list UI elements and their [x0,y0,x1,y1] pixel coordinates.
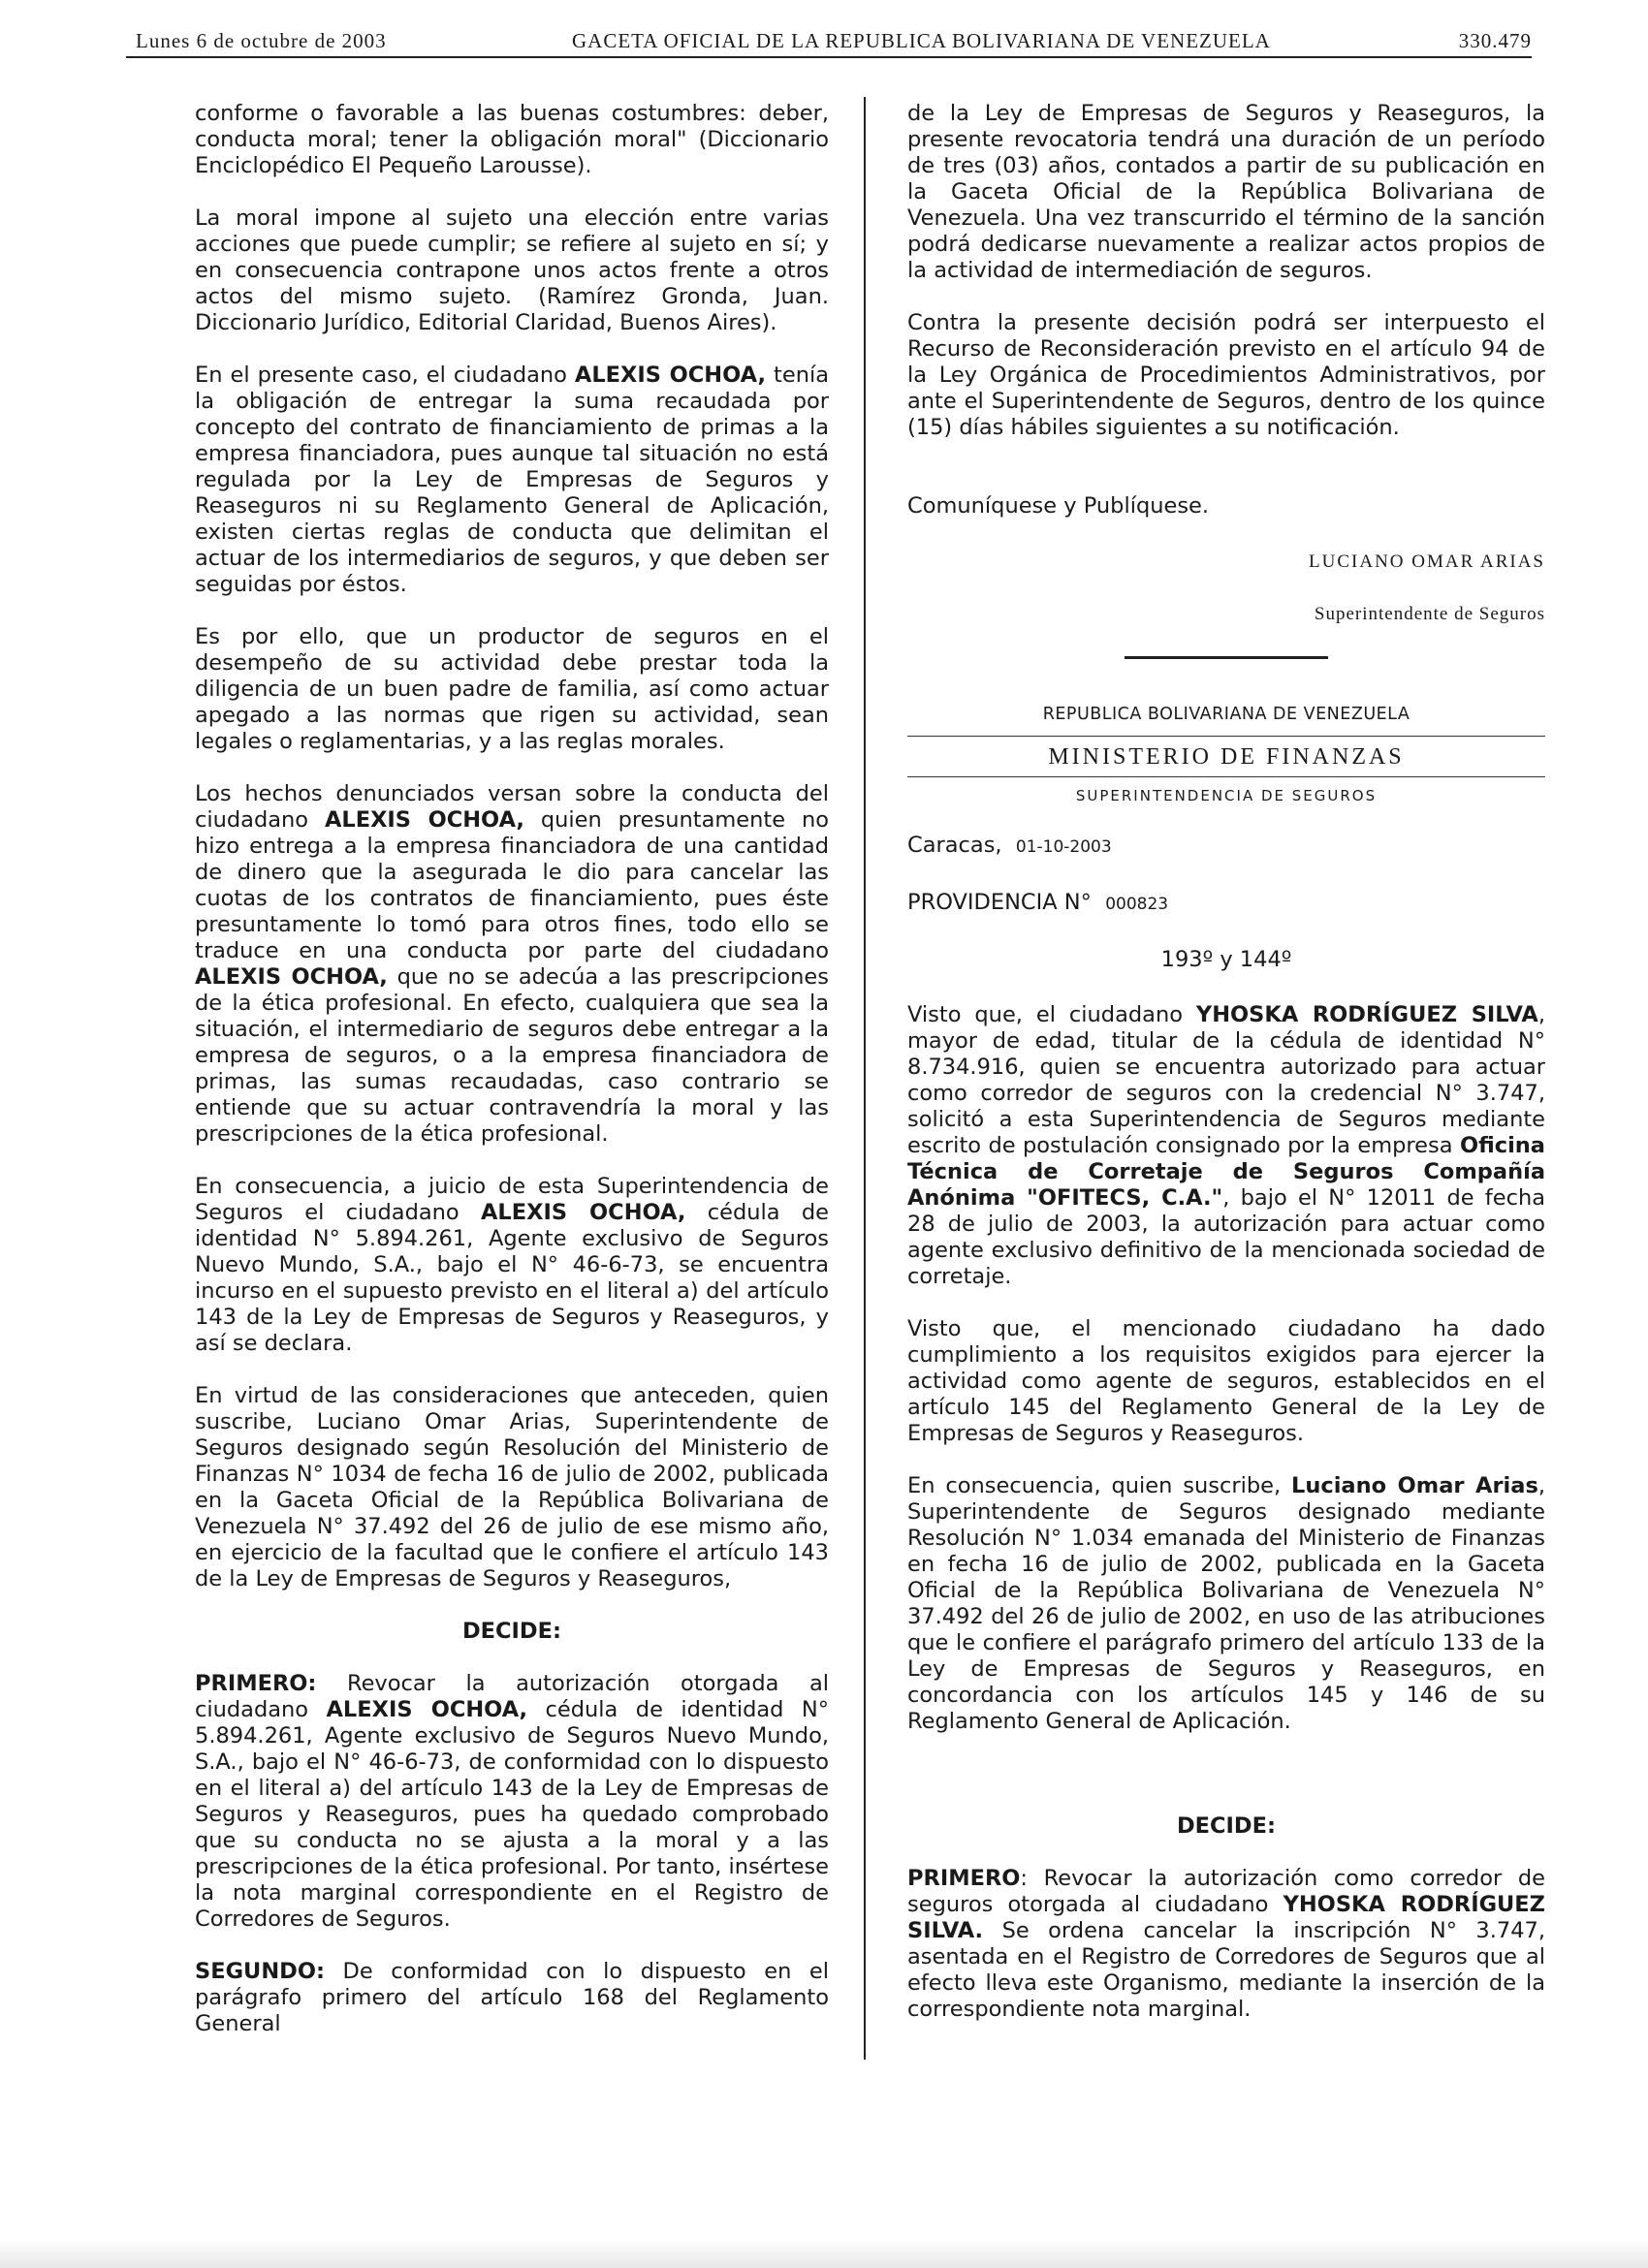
header-date: Lunes 6 de octubre de 2003 [136,29,387,52]
right-visto-2: Visto que, el mencionado ciudadano ha dado cumplimiento a los requisitos exigidos para ejercer la actividad como agente de seguros, establecidos en el artículo 145 del Reglamento General de la Ley de Empresas de Seguros y Reaseguros. [907,1316,1545,1446]
right-primero: PRIMERO: Revocar la autorización como corredor de seguros otorgada al ciudadano YHOSKA RODRÍGUEZ SILVA. Se ordena cancelar la inscripción N° 3.747, asentada en el Registro de Corredores de Seguros que al efecto lleva este Organismo, mediante la inserción de la correspondiente nota marginal. [907,1866,1545,2022]
left-column [195,101,829,2063]
scan-edge [0,2239,1648,2268]
year-line: 193º y 144º [1160,947,1292,972]
left-paragraph-4: Es por ello, que un productor de seguros en el desempeño de su actividad debe prestar toda la diligencia de un buen padre de familia, así como actuar apegado a las normas que rigen su actividad, sean legales o reglamentarias, y a las reglas morales. [195,624,829,754]
left-decide-heading: DECIDE: [462,1619,561,1644]
header-page-number: 330.479 [1458,29,1532,52]
left-paragraph-3: En el presente caso, el ciudadano ALEXIS OCHOA, tenía la obligación de entregar la suma recaudada por concepto del contrato de financiamiento de primas a la empresa financiadora, pues aunque tal situación no está regulada por la Ley de Empresas de Seguros y Reaseguros ni su Reglamento General de Aplicación, existen ciertas reglas de conducta que delimitan el actuar de los intermediarios de seguros, y que deben ser seguidas por éstos. [195,362,830,597]
page-header [126,27,1532,58]
right-paragraph-3: Comuníquese y Publíquese. [907,493,1210,519]
right-visto-1: Visto que, el ciudadano YHOSKA RODRÍGUEZ SILVA, mayor de edad, titular de la cédula de identidad N° 8.734.916, quien se encuentra autorizado para actuar como corredor de seguros con la credencial N° 3.747, solicitó a esta Superintendencia de Seguros mediante escrito de postulación consignado por la empresa Oficina Técnica de Corretaje de Seguros Compañía Anónima "OFITECS, C.A.", bajo el N° 12011 de fecha 28 de julio de 2003, la autorización para actuar como agente exclusivo definitivo de la mencionada sociedad de corretaje. [907,1002,1545,1289]
left-paragraph-7: En virtud de las consideraciones que anteceden, quien suscribe, Luciano Omar Arias, Superintendente de Seguros designado según Resolución del Ministerio de Finanzas N° 1034 de fecha 16 de julio de 2002, publicada en la Gaceta Oficial de la República Bolivariana de Venezuela N° 37.492 del 26 de julio de ese mismo año, en ejercicio de la facultad que le confiere el artículo 143 de la Ley de Empresas de Seguros y Reaseguros, [195,1383,829,1591]
right-consecuencia: En consecuencia, quien suscribe, Luciano Omar Arias, Superintendente de Seguros designado mediante Resolución N° 1.034 emanada del Ministerio de Finanzas en fecha 16 de julio de 2002, publicada en la Gaceta Oficial de la República Bolivariana de Venezuela N° 37.492 del 26 de julio de 2002, en uso de las atribuciones que le confiere el parágrafo primero del artículo 133 de la Ley de Empresas de Seguros y Reaseguros, en concordancia con los artículos 145 y 146 de su Reglamento General de Aplicación. [907,1473,1545,1734]
right-column [907,101,1545,2049]
providencia-line: PROVIDENCIA N° 000823 [907,890,1169,915]
right-paragraph-2: Contra la presente decisión podrá ser interpuesto el Recurso de Reconsideración previsto en el artículo 94 de la Ley Orgánica de Procedimientos Administrativos, por ante el Superintendente de Seguros, dentro de los quince (15) días hábiles siguientes a su notificación. [907,310,1545,440]
column-divider [864,97,866,2060]
left-paragraph-2: La moral impone al sujeto una elección entre varias acciones que puede cumplir; se refiere al sujeto en sí; y en consecuencia contrapone unos actos frente a otros actos del mismo sujeto. (Ramírez Gronda, Juan. Diccionario Jurídico, Editorial Claridad, Buenos Aires). [195,205,829,335]
superintendency-title: SUPERINTENDENCIA DE SEGUROS [1075,787,1378,804]
signature-name: LUCIANO OMAR ARIAS [1309,551,1545,572]
left-primero: PRIMERO: Revocar la autorización otorgada al ciudadano ALEXIS OCHOA, cédula de identidad N° 5.894.261, Agente exclusivo de Seguros Nuevo Mundo, S.A., bajo el N° 46-6-73, de conformidad con lo dispuesto en el literal a) del artículo 143 de la Ley de Empresas de Seguros y Reaseguros, pues ha quedado comprobado que su conducta no se ajusta a la moral y a las prescripciones de la ética profesional. Por tanto, insértese la nota marginal correspondiente en el Registro de Corredores de Seguros. [195,1671,829,1932]
left-segundo: SEGUNDO: De conformidad con lo dispuesto en el parágrafo primero del artículo 168 del Reglamento General [195,1959,829,2036]
place-date-line: Caracas, 01-10-2003 [907,833,1112,858]
signature-title: Superintendente de Seguros [1314,604,1545,624]
left-paragraph-5: Los hechos denunciados versan sobre la conducta del ciudadano ALEXIS OCHOA, quien presuntamente no hizo entrega a la empresa financiadora de una cantidad de dinero que la asegurada le dio para cancelar las cuotas de los contratos de financiamiento, pues éste presuntamente lo tomó para otros fines, todo ello se traduce en una conducta por parte del ciudadano ALEXIS OCHOA, que no se adecúa a las prescripciones de la ética profesional. En efecto, cualquiera que sea la situación, el intermediario de seguros debe entregar a la empresa de seguros, o a la empresa financiadora de primas, las sumas recaudadas, caso contrario se entiende que su actuar contravendría la moral y las prescripciones de la ética profesional. [195,781,829,1147]
right-paragraph-1: de la Ley de Empresas de Seguros y Reaseguros, la presente revocatoria tendrá una duración de un período de tres (03) años, contados a partir de su publicación en la Gaceta Oficial de la República Bolivariana de Venezuela. Una vez transcurrido el término de la sanción podrá dedicarse nuevamente a realizar actos propios de la actividad de intermediación de seguros. [907,101,1545,283]
section-separator [1125,656,1328,659]
right-decide-heading: DECIDE: [1177,1813,1276,1839]
left-paragraph-1: conforme o favorable a las buenas costumbres: deber, conducta moral; tener la obligación moral" (Diccionario Enciclopédico El Pequeño Larousse). [195,101,829,178]
left-paragraph-6: En consecuencia, a juicio de esta Superintendencia de Seguros el ciudadano ALEXIS OCHOA, cédula de identidad N° 5.894.261, Agente exclusivo de Seguros Nuevo Mundo, S.A., bajo el N° 46-6-73, se encuentra incurso en el supuesto previsto en el literal a) del artículo 143 de la Ley de Empresas de Seguros y Reaseguros, y así se declara. [195,1174,829,1356]
header-title: GACETA OFICIAL DE LA REPUBLICA BOLIVARIANA DE VENEZUELA [572,29,1271,52]
ministry-heading [907,702,1545,809]
republic-heading: REPUBLICA BOLIVARIANA DE VENEZUELA [907,702,1545,737]
ministry-title: MINISTERIO DE FINANZAS [907,737,1545,777]
